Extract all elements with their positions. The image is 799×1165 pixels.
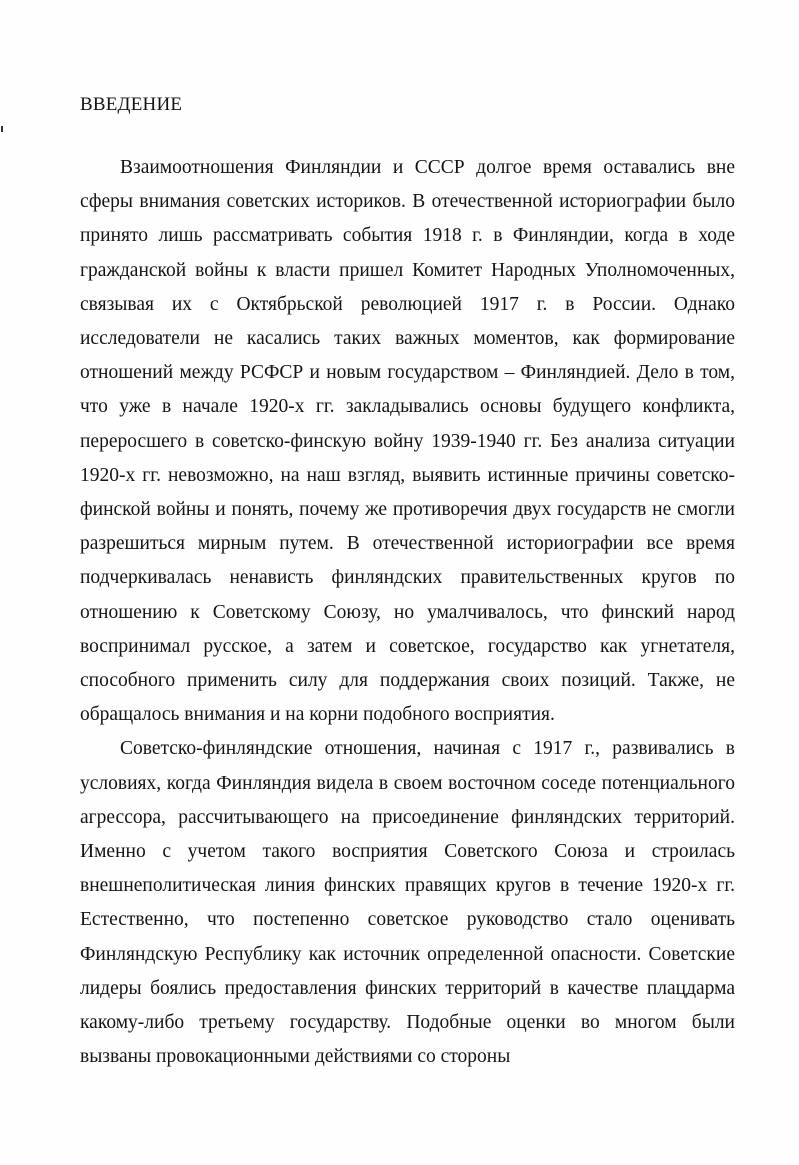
section-heading: ВВЕДЕНИЕ <box>80 94 183 115</box>
body-text <box>80 151 735 1074</box>
paragraph-2: Советско-финляндские отношения, начиная с 1917 г., развивались в условиях, когда Финляндия видела в своем восточном соседе потенциального агрессора, рассчитывающего на присоединение финляндских территорий. Именно с учетом такого восприятия Советского Союза и строилась внешнеполитическая линия финских правящих кругов в течение 1920-х гг. Естественно, что постепенно советское руководство стало оценивать Финляндскую Республику как источник определенной опасности. Советские лидеры боялись предоставления финских территорий в качестве плацдарма какому-либо третьему государству. Подобные оценки во многом были вызваны провокационными действиями со стороны <box>80 738 735 1068</box>
scan-artifact-mark <box>1 126 3 132</box>
paragraph-1: Взаимоотношения Финляндии и СССР долгое время оставались вне сферы внимания советских историков. В отечественной историографии было принято лишь рассматривать события 1918 г. в Финляндии, когда в ходе гражданской войны к власти пришел Комитет Народных Уполномоченных, связывая их с Октябрьской революцией 1917 г. в России. Однако исследователи не касались таких важных моментов, как формирование отношений между РСФСР и новым государством – Финляндией. Дело в том, что уже в начале 1920-х гг. закладывались основы будущего конфликта, переросшего в советско-финскую войну 1939-1940 гг. Без анализа ситуации 1920-х гг. невозможно, на наш взгляд, выявить истинные причины советско-финской войны и понять, почему же противоречия двух государств не смогли разрешиться мирным путем. В отечественной историографии все время подчеркивалась ненависть финляндских правительственных кругов по отношению к Советскому Союзу, но умалчивалось, что финский народ воспринимал русское, а затем и советское, государство как угнетателя, способного применить силу для поддержания своих позиций. Также, не обращалось внимания и на корни подобного восприятия. <box>80 157 735 726</box>
